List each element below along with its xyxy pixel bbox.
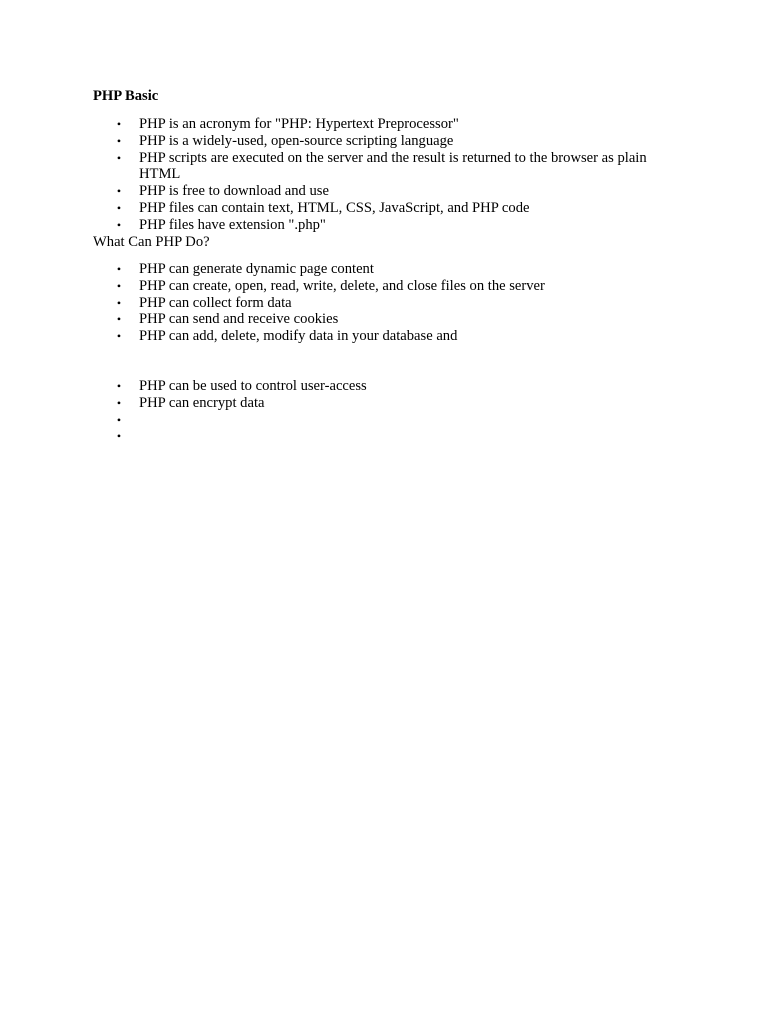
list-item-text: PHP is an acronym for "PHP: Hypertext Preprocessor" — [139, 116, 459, 132]
list-item-text: PHP can be used to control user-access — [139, 378, 367, 394]
bullet-icon: • — [116, 262, 122, 276]
bullet-icon: • — [116, 329, 122, 344]
bullet-icon: • — [116, 412, 122, 427]
list-item — [0, 278, 649, 295]
list-item — [0, 150, 649, 184]
list-item-text: PHP can send and receive cookies — [139, 311, 339, 328]
list-item-text: PHP files can contain text, HTML, CSS, JavaScript, and PHP code — [139, 199, 530, 216]
list-item-text: PHP can generate dynamic page content — [139, 261, 374, 277]
bullet-icon: • — [116, 133, 122, 148]
list-item-text: PHP scripts are executed on the server and the result is returned to the browser as plain HTML — [139, 149, 647, 183]
list-item — [0, 116, 649, 133]
list-item-text: PHP can collect form data — [139, 294, 292, 311]
list-item — [0, 412, 649, 429]
bullet-icon: • — [116, 117, 122, 131]
bullet-icon: • — [116, 200, 122, 215]
list-item — [0, 183, 649, 200]
bullet-icon: • — [116, 379, 122, 393]
bullet-icon: • — [116, 295, 122, 310]
list-item — [0, 133, 649, 150]
bullet-icon: • — [116, 150, 122, 165]
bullet-icon: • — [116, 217, 122, 232]
list-item-text: PHP can encrypt data — [139, 394, 265, 411]
bullet-icon: • — [116, 278, 122, 293]
bullet-icon: • — [116, 184, 122, 199]
bullet-icon: • — [116, 429, 122, 444]
more-capabilities-list — [0, 378, 649, 445]
list-item — [0, 261, 649, 278]
section-heading: What Can PHP Do? — [93, 234, 210, 250]
list-item — [0, 311, 649, 328]
list-item — [0, 378, 649, 395]
list-item-text: PHP can add, delete, modify data in your database and — [139, 328, 458, 345]
list-item-text: PHP is a widely-used, open-source scripting language — [139, 132, 454, 149]
list-item — [0, 295, 649, 312]
capabilities-list — [0, 261, 649, 345]
list-item-text: PHP can create, open, read, write, delete, and close files on the server — [139, 277, 545, 294]
list-item-text: PHP files have extension ".php" — [139, 216, 326, 233]
list-item — [0, 217, 649, 234]
list-item — [0, 328, 649, 345]
bullet-icon: • — [116, 312, 122, 327]
bullet-icon: • — [116, 395, 122, 410]
intro-list — [0, 116, 649, 234]
list-item-text: PHP is free to download and use — [139, 183, 329, 200]
list-item — [0, 200, 649, 217]
document-title: PHP Basic — [93, 88, 159, 104]
list-item — [0, 395, 649, 412]
list-item — [0, 428, 649, 445]
